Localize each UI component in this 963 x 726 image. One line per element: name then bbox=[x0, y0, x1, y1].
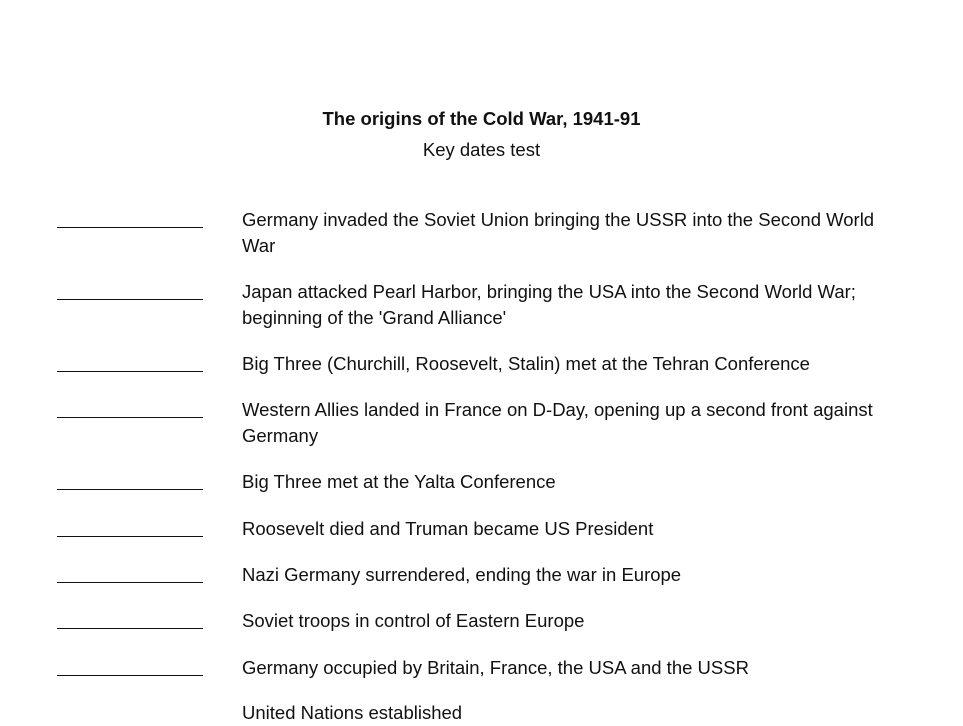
date-answer-blank[interactable] bbox=[57, 279, 203, 300]
date-answer-blank[interactable] bbox=[57, 351, 203, 372]
date-answer-blank[interactable] bbox=[57, 608, 203, 629]
event-description: Germany invaded the Soviet Union bringing the USSR into the Second World War bbox=[242, 209, 875, 256]
worksheet-title: The origins of the Cold War, 1941-91 bbox=[322, 108, 641, 129]
event-description: Japan attacked Pearl Harbor, bringing the USA into the Second World War; beginning of the 'Grand Alliance' bbox=[242, 281, 856, 328]
event-description: Big Three met at the Yalta Conference bbox=[242, 471, 556, 492]
event-description: Soviet troops in control of Eastern Europe bbox=[242, 610, 585, 631]
event-description: Big Three (Churchill, Roosevelt, Stalin) met at the Tehran Conference bbox=[242, 353, 810, 374]
worksheet-subtitle: Key dates test bbox=[422, 139, 541, 160]
date-answer-blank[interactable] bbox=[57, 655, 203, 676]
date-answer-blank[interactable] bbox=[57, 207, 203, 228]
event-description: Germany occupied by Britain, France, the USA and the USSR bbox=[242, 657, 749, 678]
event-description: United Nations established bbox=[242, 702, 463, 723]
event-description: Nazi Germany surrendered, ending the war in Europe bbox=[242, 564, 682, 585]
date-answer-blank[interactable] bbox=[57, 469, 203, 490]
date-answer-blank[interactable] bbox=[57, 397, 203, 418]
event-description: Roosevelt died and Truman became US President bbox=[242, 518, 654, 539]
date-answer-blank[interactable] bbox=[57, 562, 203, 583]
event-description: Western Allies landed in France on D-Day, opening up a second front against Germany bbox=[242, 399, 873, 446]
date-answer-blank[interactable] bbox=[57, 516, 203, 537]
